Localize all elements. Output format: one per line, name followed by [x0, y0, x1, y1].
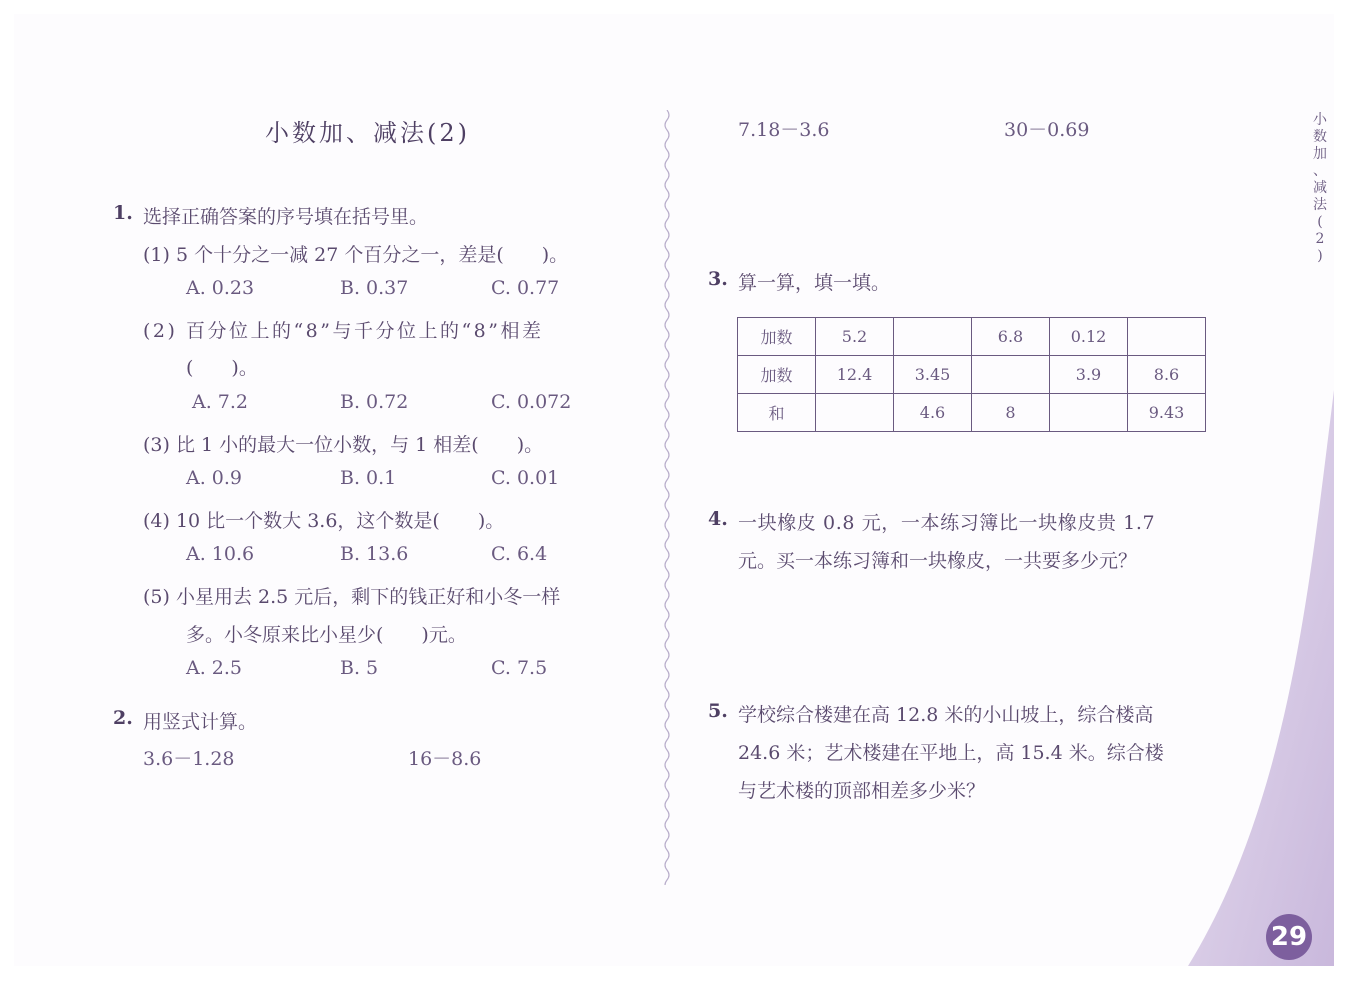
question-4-line-1: 一块橡皮 0.8 元，一本练习簿比一块橡皮贵 1.7: [738, 512, 1156, 534]
table-cell: 0.12: [1050, 318, 1128, 356]
worksheet-page: [14, 14, 1334, 966]
q1-item-2-option-a: A. 7.2: [192, 391, 249, 413]
q1-item-3-stem: (3) 比 1 小的最大一位小数，与 1 相差( )。: [143, 434, 544, 456]
table-cell: 加数: [738, 356, 816, 394]
question-1-number: 1.: [113, 202, 133, 224]
q1-item-5-option-c: C. 7.5: [491, 657, 548, 679]
q1-item-4-option-a: A. 10.6: [186, 543, 255, 565]
q1-item-2-stem-cont: ( )。: [186, 357, 258, 379]
q1-item-5-stem: (5) 小星用去 2.5 元后，剩下的钱正好和小冬一样: [143, 586, 561, 608]
side-tab-char: 小: [1313, 112, 1327, 128]
question-4-line-2: 元。买一本练习簿和一块橡皮，一共要多少元？: [738, 550, 1138, 572]
q1-item-4-option-c: C. 6.4: [491, 543, 548, 565]
side-tab-char: 2: [1315, 231, 1325, 247]
table-cell: 6.8: [972, 318, 1050, 356]
q1-item-3-option-a: A. 0.9: [186, 467, 243, 489]
q1-item-4-stem: (4) 10 比一个数大 3.6，这个数是( )。: [143, 510, 505, 532]
page-number-badge: 29: [1266, 914, 1312, 960]
question-5-line-2: 24.6 米；艺术楼建在平地上，高 15.4 米。综合楼: [738, 742, 1164, 764]
question-5-line-3: 与艺术楼的顶部相差多少米？: [738, 780, 986, 802]
table-cell: 3.45: [894, 356, 972, 394]
table-cell-blank: [1128, 318, 1206, 356]
q1-item-1-option-b: B. 0.37: [340, 277, 409, 299]
q1-item-4-option-b: B. 13.6: [340, 543, 409, 565]
table-cell: 9.43: [1128, 394, 1206, 432]
q1-item-3-option-b: B. 0.1: [340, 467, 397, 489]
q2-expression-2: 16－8.6: [408, 748, 482, 770]
table-cell-blank: [972, 356, 1050, 394]
question-2-number: 2.: [113, 707, 133, 729]
side-tab-title: [1308, 112, 1332, 265]
question-5-line-1: 学校综合楼建在高 12.8 米的小山坡上，综合楼高: [738, 704, 1154, 726]
table-cell: 12.4: [816, 356, 894, 394]
q2-expression-1: 3.6－1.28: [143, 748, 235, 770]
q1-item-2-option-c: C. 0.072: [491, 391, 572, 413]
q1-item-3-option-c: C. 0.01: [491, 467, 560, 489]
page-title: 小数加、减法(2): [265, 119, 470, 147]
table-cell-blank: [1050, 394, 1128, 432]
q2-expression-4: 30－0.69: [1004, 119, 1090, 141]
addition-table: [737, 317, 1206, 432]
table-cell: 5.2: [816, 318, 894, 356]
decorative-swoosh: [1180, 380, 1340, 966]
table-row: [738, 356, 1206, 394]
question-4-number: 4.: [708, 508, 728, 530]
q1-item-2-stem: (2) 百分位上的“8”与千分位上的“8”相差: [143, 320, 544, 342]
table-row: [738, 394, 1206, 432]
table-cell: 加数: [738, 318, 816, 356]
side-tab-char: 加: [1313, 146, 1327, 162]
question-3-number: 3.: [708, 268, 728, 290]
table-cell: 8: [972, 394, 1050, 432]
table-row: [738, 318, 1206, 356]
table-cell: 3.9: [1050, 356, 1128, 394]
q1-item-5-option-a: A. 2.5: [186, 657, 243, 679]
side-tab-char: 数: [1313, 129, 1327, 145]
question-5-number: 5.: [708, 700, 728, 722]
side-tab-char: 法: [1313, 197, 1327, 213]
table-cell: 4.6: [894, 394, 972, 432]
q1-item-5-stem-cont: 多。小冬原来比小星少( )元。: [186, 624, 467, 646]
table-cell-blank: [816, 394, 894, 432]
page-divider: [660, 110, 674, 885]
side-tab-char: 减: [1313, 180, 1327, 196]
table-cell: 8.6: [1128, 356, 1206, 394]
q1-item-2-option-b: B. 0.72: [340, 391, 409, 413]
q1-item-1-option-c: C. 0.77: [491, 277, 560, 299]
q2-expression-3: 7.18－3.6: [738, 119, 830, 141]
question-2-text: 用竖式计算。: [143, 711, 258, 733]
side-tab-char: ): [1317, 248, 1323, 264]
table-cell: 和: [738, 394, 816, 432]
side-tab-char: (: [1317, 214, 1323, 230]
q1-item-1-stem: (1) 5 个十分之一减 27 个百分之一，差是( )。: [143, 244, 569, 266]
q1-item-5-option-b: B. 5: [340, 657, 379, 679]
side-tab-char: 、: [1313, 163, 1327, 179]
question-3-text: 算一算，填一填。: [738, 272, 891, 294]
q1-item-1-option-a: A. 0.23: [186, 277, 255, 299]
question-1-text: 选择正确答案的序号填在括号里。: [143, 206, 429, 228]
table-cell-blank: [894, 318, 972, 356]
